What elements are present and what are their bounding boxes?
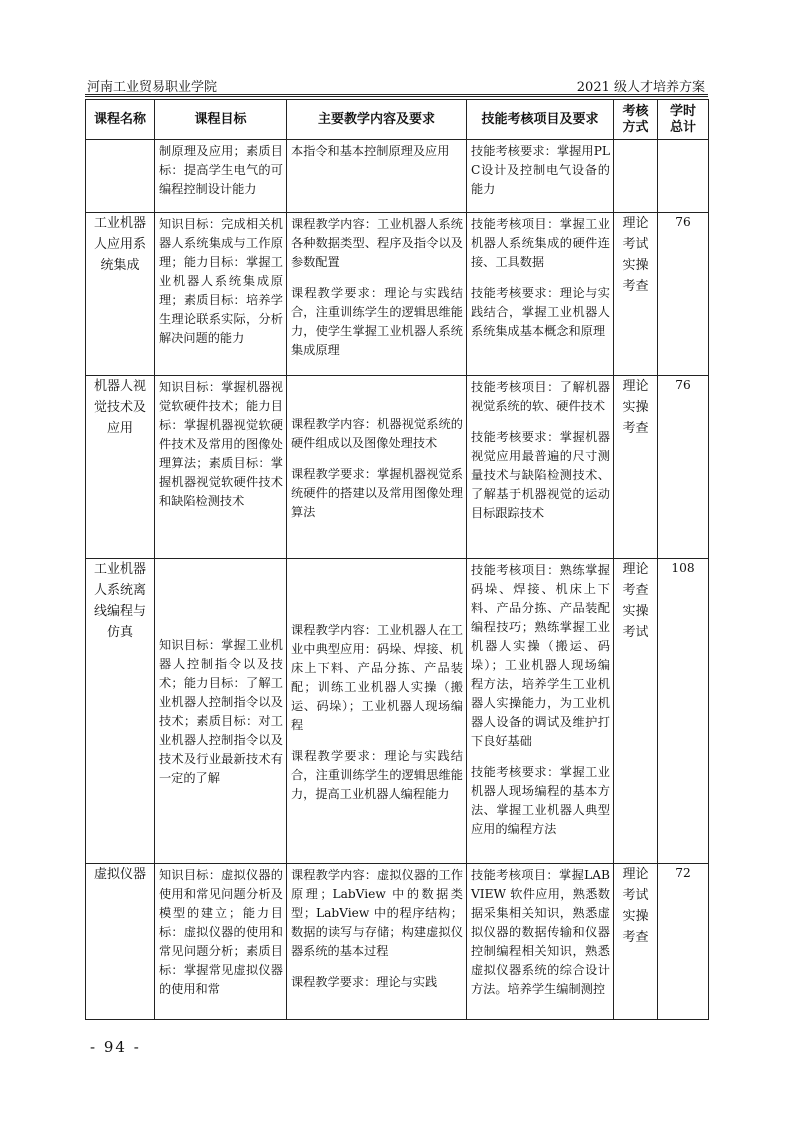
- assessment-line: 实操: [622, 604, 649, 619]
- course-name-cell: [86, 864, 155, 1020]
- cell-paragraph: 课程教学内容：工业机器人系统各种数据类型、程序及指令以及参数配置: [291, 217, 463, 269]
- course-name-cell: [86, 559, 155, 864]
- course-goal-cell: [155, 864, 287, 1020]
- col-header-line: 学时: [669, 103, 696, 119]
- assessment-method-cell: [614, 864, 658, 1020]
- course-name-line: 觉技术及: [93, 400, 146, 415]
- col-header-teaching-content: [287, 100, 467, 140]
- assessment-method-cell: [614, 140, 658, 213]
- cell-paragraph: 本指令和基本控制原理及应用: [291, 144, 450, 158]
- col-header-skill-assessment: [467, 100, 614, 140]
- cell-paragraph: 课程教学要求：理论与实践: [291, 975, 438, 989]
- cell-paragraph: 技能考核项目：熟练掌握码垛、焊接、机床上下料、产品分拣、产品装配编程技巧；熟练掌握工业机器人实操（搬运、码垛）；工业机器人现场编程方法，培养学生工业机器人实操能力，为工业机器人设备的调试及维护打下良好基础: [471, 563, 610, 748]
- col-header-course-goal: [155, 100, 287, 140]
- skill-assessment-cell: [467, 376, 614, 559]
- col-header-line: 方式: [622, 119, 649, 135]
- teaching-content-cell: [287, 376, 467, 559]
- course-name-line: 工业机器: [93, 562, 146, 577]
- course-name-cell: [86, 376, 155, 559]
- course-name-cell: [86, 213, 155, 376]
- col-header-line: 课程名称: [93, 111, 146, 127]
- cell-paragraph: 制原理及应用；素质目标：提高学生电气的可编程控制设计能力: [159, 144, 283, 196]
- col-header-line: 技能考核项目及要求: [481, 111, 599, 127]
- cell-paragraph: 知识目标：掌握机器视觉软硬件技术；能力目标：掌握机器视觉软硬件技术及常用的图像处理算法；素质目标：掌握机器视觉软硬件技术和缺陷检测技术: [159, 380, 283, 508]
- cell-paragraph: 知识目标：掌握工业机器人控制指令以及技术；能力目标：了解工业机器人控制指令以及技术；素质目标：对工业机器人控制指令以及技术及行业最新技术有一定的了解: [159, 638, 283, 785]
- cell-paragraph: 课程教学要求：理论与实践结合，注重训练学生的逻辑思维能力，使学生掌握工业机器人系统集成原理: [291, 286, 463, 357]
- course-name-line: 仿真: [106, 625, 133, 640]
- assessment-line: 考查: [622, 930, 649, 945]
- col-header-course-name: [86, 100, 155, 140]
- table-row: [86, 864, 709, 1020]
- skill-assessment-cell: [467, 213, 614, 376]
- course-name-line: 虚拟仪器: [93, 867, 146, 882]
- total-hours-cell: 76: [658, 376, 709, 559]
- col-header-line: 主要教学内容及要求: [317, 111, 435, 127]
- header-plan-title: 2021 级人才培养方案: [576, 80, 705, 95]
- course-name-line: 机器人视: [93, 379, 146, 394]
- course-goal-cell: [155, 559, 287, 864]
- assessment-method-cell: [614, 376, 658, 559]
- cell-paragraph: 课程教学内容：虚拟仪器的工作原理；LabView 中的数据类型；LabView 中的程序结构；数据的读写与存储；构建虚拟仪器系统的基本过程: [291, 868, 463, 958]
- course-goal-cell: [155, 140, 287, 213]
- assessment-line: 考查: [622, 421, 649, 436]
- cell-paragraph: 课程教学要求：理论与实践结合，注重训练学生的逻辑思维能力，提高工业机器人编程能力: [291, 748, 463, 801]
- cell-paragraph: 知识目标：虚拟仪器的使用和常见问题分析及模型的建立；能力目标：虚拟仪器的使用和常见问题分析；素质目标：掌握常见虚拟仪器的使用和常: [159, 868, 283, 996]
- cell-paragraph: 技能考核要求：掌握机器视觉应用最普遍的尺寸测量技术与缺陷检测技术、了解基于机器视觉的运动目标跟踪技术: [471, 430, 610, 520]
- course-goal-cell: [155, 213, 287, 376]
- assessment-line: 考试: [622, 888, 649, 903]
- total-hours-cell: [658, 140, 709, 213]
- teaching-content-cell: [287, 140, 467, 213]
- cell-paragraph: 课程教学内容：工业机器人在工业中典型应用：码垛、焊接、机床上下料、产品分拣、产品装配；训练工业机器人实操（搬运、码垛）；工业机器人现场编程: [291, 622, 463, 732]
- cell-paragraph: 技能考核要求：掌握用PLC设计及控制电气设备的能力: [471, 144, 610, 196]
- total-hours-cell: 76: [658, 213, 709, 376]
- skill-assessment-cell: [467, 864, 614, 1020]
- total-hours-cell: 108: [658, 559, 709, 864]
- cell-paragraph: 课程教学内容：机器视觉系统的硬件组成以及图像处理技术: [291, 416, 463, 450]
- skill-assessment-cell: [467, 140, 614, 213]
- table-header-row: [86, 100, 709, 140]
- teaching-content-cell: [287, 559, 467, 864]
- assessment-line: 理论: [622, 216, 649, 231]
- course-name-line: 人系统离: [93, 583, 146, 598]
- cell-paragraph: 技能考核项目：了解机器视觉系统的软、硬件技术: [471, 380, 610, 413]
- course-name-line: 人应用系: [93, 237, 146, 252]
- header-divider: [85, 94, 708, 95]
- assessment-line: 实操: [622, 400, 649, 415]
- assessment-line: 理论: [622, 379, 649, 394]
- col-header-total-hours: [658, 100, 709, 140]
- table-row: [86, 213, 709, 376]
- table-row: [86, 559, 709, 864]
- cell-paragraph: 技能考核项目：掌握LABVIEW 软件应用，熟悉数据采集相关知识，熟悉虚拟仪器的数据传输和仪器控制编程相关知识，熟悉虚拟仪器系统的综合设计方法。培养学生编制测控: [471, 868, 610, 996]
- assessment-line: 考查: [622, 583, 649, 598]
- course-name-line: 工业机器: [93, 216, 146, 231]
- table-row: [86, 140, 709, 213]
- page-number: - 94 -: [90, 1038, 141, 1056]
- course-name-line: 线编程与: [93, 604, 146, 619]
- total-hours-cell: 72: [658, 864, 709, 1020]
- course-goal-cell: [155, 376, 287, 559]
- assessment-line: 考试: [622, 625, 649, 640]
- table-row: [86, 376, 709, 559]
- assessment-line: 理论: [622, 562, 649, 577]
- col-header-assessment-method: [614, 100, 658, 140]
- assessment-line: 实操: [622, 909, 649, 924]
- assessment-method-cell: [614, 213, 658, 376]
- curriculum-table: [85, 99, 709, 1020]
- assessment-line: 考试: [622, 237, 649, 252]
- cell-paragraph: 知识目标：完成相关机器人系统集成与工作原理；能力目标：掌握工业机器人系统集成原理；素质目标：培养学生理论联系实际，分析解决问题的能力: [159, 217, 283, 345]
- col-header-line: 总计: [669, 119, 696, 135]
- teaching-content-cell: [287, 864, 467, 1020]
- course-name-cell: [86, 140, 155, 213]
- col-header-line: 课程目标: [194, 111, 247, 127]
- cell-paragraph: 课程教学要求：掌握机器视觉系统硬件的搭建以及常用图像处理算法: [291, 466, 463, 519]
- course-name-line: 统集成: [100, 258, 140, 273]
- assessment-line: 实操: [622, 258, 649, 273]
- col-header-line: 考核: [622, 103, 649, 119]
- header-divider-inner: [85, 96, 708, 97]
- skill-assessment-cell: [467, 559, 614, 864]
- cell-paragraph: 技能考核项目：掌握工业机器人系统集成的硬件连接、工具数据: [471, 217, 610, 269]
- assessment-line: 理论: [622, 867, 649, 882]
- assessment-line: 考查: [622, 279, 649, 294]
- cell-paragraph: 技能考核要求：掌握工业机器人现场编程的基本方法、掌握工业机器人典型应用的编程方法: [471, 765, 610, 836]
- teaching-content-cell: [287, 213, 467, 376]
- course-name-line: 应用: [106, 421, 133, 436]
- cell-paragraph: 技能考核要求：理论与实践结合，掌握工业机器人系统集成基本概念和原理: [471, 286, 610, 338]
- assessment-method-cell: [614, 559, 658, 864]
- header-school-name: 河南工业贸易职业学院: [87, 80, 218, 95]
